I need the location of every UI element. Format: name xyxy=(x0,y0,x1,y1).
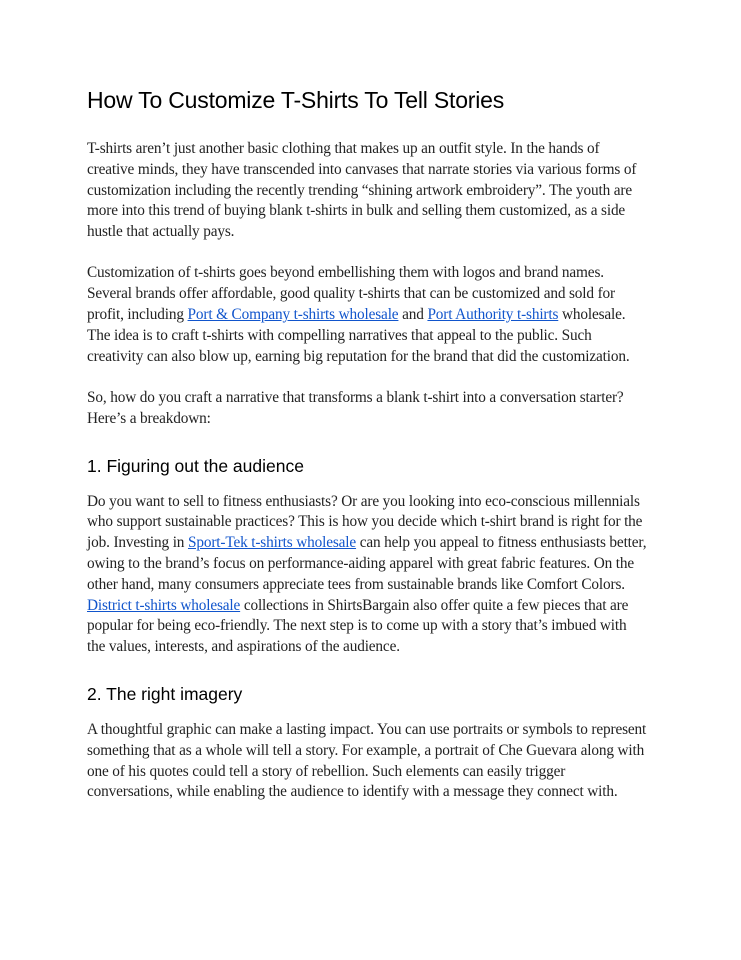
intro-paragraph-2 xyxy=(87,263,647,367)
section-1-paragraph xyxy=(87,492,647,658)
sport-tek-link[interactable]: Sport-Tek t-shirts wholesale xyxy=(187,534,357,552)
port-company-link[interactable]: Port & Company t-shirts wholesale xyxy=(187,306,399,324)
port-authority-link[interactable]: Port Authority t-shirts xyxy=(427,306,559,324)
intro-p2-text-b: and xyxy=(398,306,428,324)
section-1-text-a: Do you want to sell to fitness enthusiasts? Or are you looking into eco-conscious millennials who support sustainable practices? This is how you decide which t-shirt brand is right for the job. Investing in xyxy=(87,492,643,552)
section-2-heading: 2. The right imagery xyxy=(87,683,243,704)
intro-p2-text-a: Customization of t-shirts goes beyond embellishing them with logos and brand names. Several brands offer affordable, good quality t-shirts that can be customized and sold for profit, including xyxy=(87,264,615,324)
district-link[interactable]: District t-shirts wholesale xyxy=(87,596,241,614)
document-page xyxy=(87,85,647,824)
intro-paragraph-3: So, how do you craft a narrative that transforms a blank t-shirt into a conversation starter? Here’s a breakdown: xyxy=(87,388,624,427)
intro-p2-text-c: wholesale. The idea is to craft t-shirts with compelling narratives that appeal to the public. Such creativity can also blow up, earning big reputation for the brand that did the customization. xyxy=(87,306,630,365)
section-1-text-b: can help you appeal to fitness enthusiasts better, owing to the brand’s focus on performance-aiding apparel with great fabric features. On the other hand, many consumers appreciate tees from sustainable brands like Comfort Colors. xyxy=(87,534,647,593)
intro-paragraph-1: T-shirts aren’t just another basic clothing that makes up an outfit style. In the hands of creative minds, they have transcended into canvases that narrate stories via various forms of customization including the recently trending “shining artwork embroidery”. The youth are more into this trend of buying blank t-shirts in bulk and selling them customized, as a side hustle that actually pays. xyxy=(87,140,637,241)
page-title: How To Customize T-Shirts To Tell Stories xyxy=(87,87,505,113)
section-1-heading: 1. Figuring out the audience xyxy=(87,455,304,476)
section-1-text-c: collections in ShirtsBargain also offer quite a few pieces that are popular for being eco-friendly. The next step is to come up with a story that’s imbued with the values, interests, and aspirations of the audience. xyxy=(87,596,629,656)
section-2-paragraph: A thoughtful graphic can make a lasting impact. You can use portraits or symbols to represent something that as a whole will tell a story. For example, a portrait of Che Guevara along with one of his quotes could tell a story of rebellion. Such elements can easily trigger conversations, while enabling the audience to identify with a message they connect with. xyxy=(87,720,647,801)
